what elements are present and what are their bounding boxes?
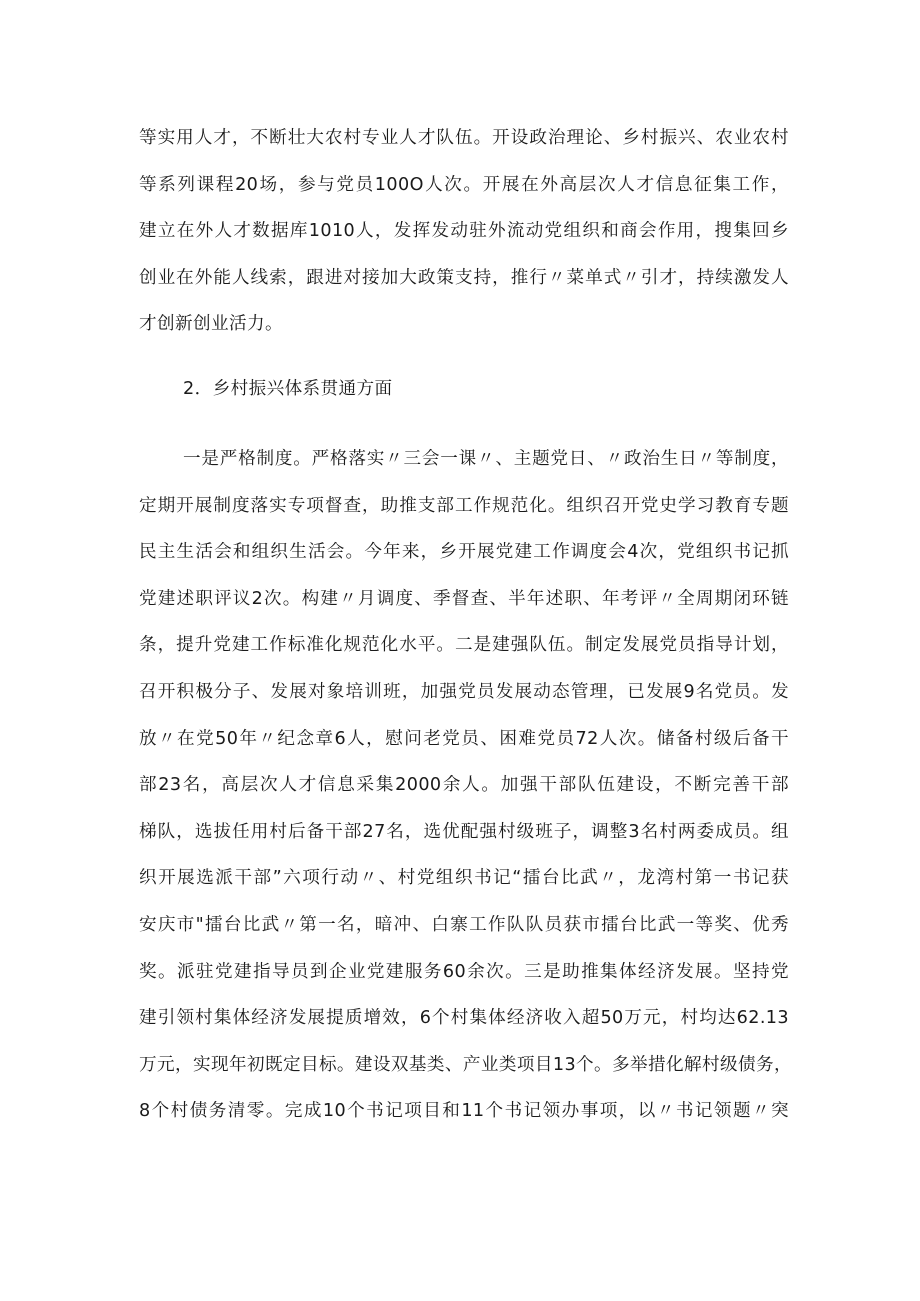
section-heading: 2．乡村振兴体系贯通方面 — [183, 379, 393, 399]
text-line: 等实用人才，不断壮大农村专业人才队伍。开设政治理论、乡村振兴、农业农村 — [139, 128, 789, 148]
text-line: 奖。派驻党建指导员到企业党建服务60余次。三是助推集体经济发展。坚持党 — [139, 961, 789, 982]
text-line: 放〃在党50年〃纪念章6人，慰问老党员、困难党员72人次。储备村级后备干 — [139, 728, 789, 749]
text-line: 织开展选派干部”六项行动〃、村党组织书记“擂台比武〃，龙湾村第一书记获 — [139, 868, 789, 889]
text-line: 建立在外人才数据库1010人，发挥发动驻外流动党组织和商会作用，搜集回乡 — [139, 221, 789, 242]
text-line: 民主生活会和组织生活会。今年来，乡开展党建工作调度会4次，党组织书记抓 — [139, 542, 789, 563]
text-line: 梯队，选拔任用村后备干部27名，选优配强村级班子，调整3名村两委成员。组 — [139, 821, 789, 842]
text-line: 部23名，高层次人才信息采集2000余人。加强干部队伍建设，不断完善干部 — [139, 775, 789, 796]
text-line: 条，提升党建工作标准化规范化水平。二是建强队伍。制定发展党员指导计划， — [139, 635, 789, 656]
text-line: 8个村债务清零。完成10个书记项目和11个书记领办事项，以〃书记领题〃突 — [139, 1101, 789, 1122]
text-line: 万元，实现年初既定目标。建设双基类、产业类项目13个。多举措化解村级债务， — [139, 1054, 792, 1075]
text-line: 才创新创业活力。 — [139, 314, 283, 335]
text-line: 建引领村集体经济发展提质增效，6个村集体经济收入超50万元，村均达62.13 — [139, 1008, 789, 1029]
text-line: 党建述职评议2次。构建〃月调度、季督查、半年述职、年考评〃全周期闭环链 — [139, 588, 789, 609]
text-line: 召开积极分子、发展对象培训班，加强党员发展动态管理，已发展9名党员。发 — [139, 681, 789, 702]
text-line-indented: 一是严格制度。严格落实〃三会一课〃、主题党日、〃政治生日〃等制度， — [183, 449, 789, 469]
paragraph-talent — [139, 115, 789, 348]
text-line: 安庆市"擂台比武〃第一名，暗冲、白寨工作队队员获市擂台比武一等奖、优秀 — [139, 914, 789, 935]
text-line: 等系列课程20场，参与党员100O人次。开展在外高层次人才信息征集工作， — [139, 174, 789, 195]
text-line: 创业在外能人线索，跟进对接加大政策支持，推行〃菜单式〃引才，持续激发人 — [139, 267, 789, 288]
paragraph-rural-revitalization — [139, 436, 792, 1135]
text-line: 定期开展制度落实专项督查，助推支部工作规范化。组织召开党史学习教育专题 — [139, 495, 789, 516]
